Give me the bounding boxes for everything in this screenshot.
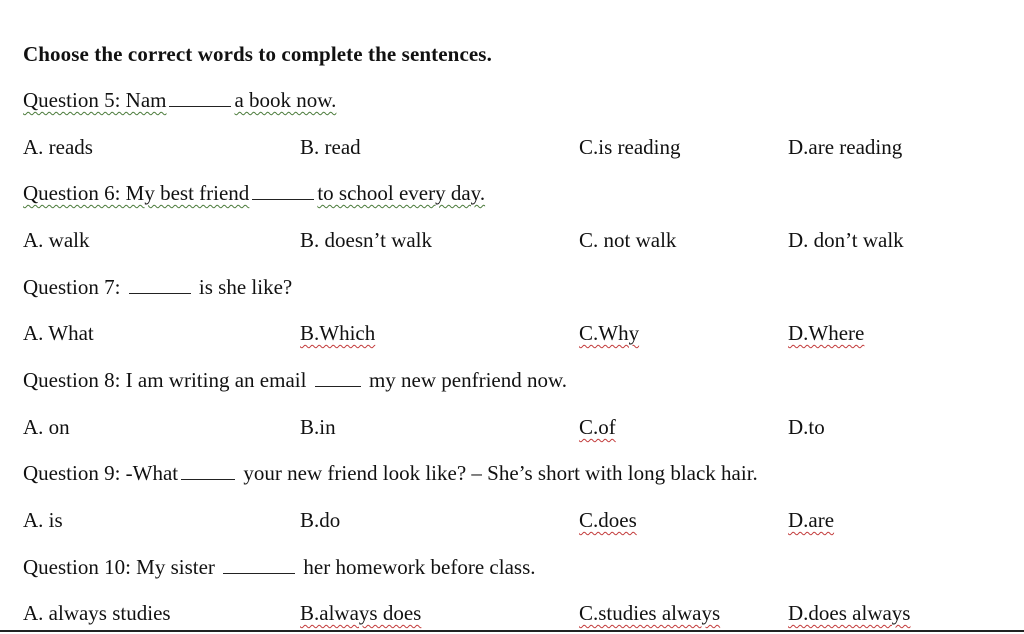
question-7-option-b: B.Which xyxy=(300,321,376,345)
question-5-blank xyxy=(169,92,231,107)
question-6-blank xyxy=(252,185,314,200)
question-6-option-c: C. not walk xyxy=(579,228,677,252)
question-8-option-b: B.in xyxy=(300,415,336,439)
question-9-stem: Question 9: -What xyxy=(23,461,179,485)
question-5-option-b: B. read xyxy=(300,135,361,159)
question-7-option-a: A. What xyxy=(23,321,94,345)
question-5 xyxy=(23,88,336,113)
question-10-option-c: C.studies always xyxy=(579,601,721,625)
question-7-stem: Question 7: xyxy=(23,275,121,299)
question-5-option-a: A. reads xyxy=(23,135,93,159)
question-10-option-a: A. always studies xyxy=(23,601,171,625)
instruction-heading: Choose the correct words to complete the sentences. xyxy=(23,42,492,66)
question-10-option-d: D.does always xyxy=(788,601,911,625)
question-9-option-b: B.do xyxy=(300,508,341,532)
question-7-rest: is she like? xyxy=(198,275,293,299)
question-8-option-a: A. on xyxy=(23,415,70,439)
question-8-rest: my new penfriend now. xyxy=(368,368,568,392)
question-5-option-c: C.is reading xyxy=(579,135,681,159)
question-9-rest: your new friend look like? – She’s short with long black hair. xyxy=(243,461,758,485)
question-8 xyxy=(23,368,567,393)
question-10-stem: Question 10: My sister xyxy=(23,555,215,579)
question-9 xyxy=(23,461,758,486)
question-6-option-a: A. walk xyxy=(23,228,90,252)
question-9-option-d: D.are xyxy=(788,508,835,532)
question-9-option-c: C.does xyxy=(579,508,637,532)
question-7-option-c: C.Why xyxy=(579,321,640,345)
question-8-blank xyxy=(315,372,361,387)
question-10-blank xyxy=(223,559,295,574)
page-bottom-border xyxy=(0,630,1024,632)
question-5-stem: Question 5: Nam xyxy=(23,88,167,112)
question-8-option-d: D.to xyxy=(788,415,825,439)
question-6-option-b: B. doesn’t walk xyxy=(300,228,433,252)
question-9-option-a: A. is xyxy=(23,508,63,532)
question-10-rest: her homework before class. xyxy=(303,555,536,579)
question-10-option-b: B.always does xyxy=(300,601,422,625)
question-8-stem: Question 8: I am writing an email xyxy=(23,368,307,392)
question-6-stem: Question 6: My best friend xyxy=(23,181,250,205)
question-9-blank xyxy=(181,465,235,480)
question-8-option-c: C.of xyxy=(579,415,616,439)
question-5-rest: a book now. xyxy=(234,88,337,112)
question-7 xyxy=(23,275,292,300)
question-7-option-d: D.Where xyxy=(788,321,865,345)
question-6-option-d: D. don’t walk xyxy=(788,228,904,252)
question-6-rest: to school every day. xyxy=(317,181,486,205)
question-5-option-d: D.are reading xyxy=(788,135,903,159)
question-6 xyxy=(23,181,485,206)
question-7-blank xyxy=(129,279,191,294)
question-10 xyxy=(23,555,536,580)
